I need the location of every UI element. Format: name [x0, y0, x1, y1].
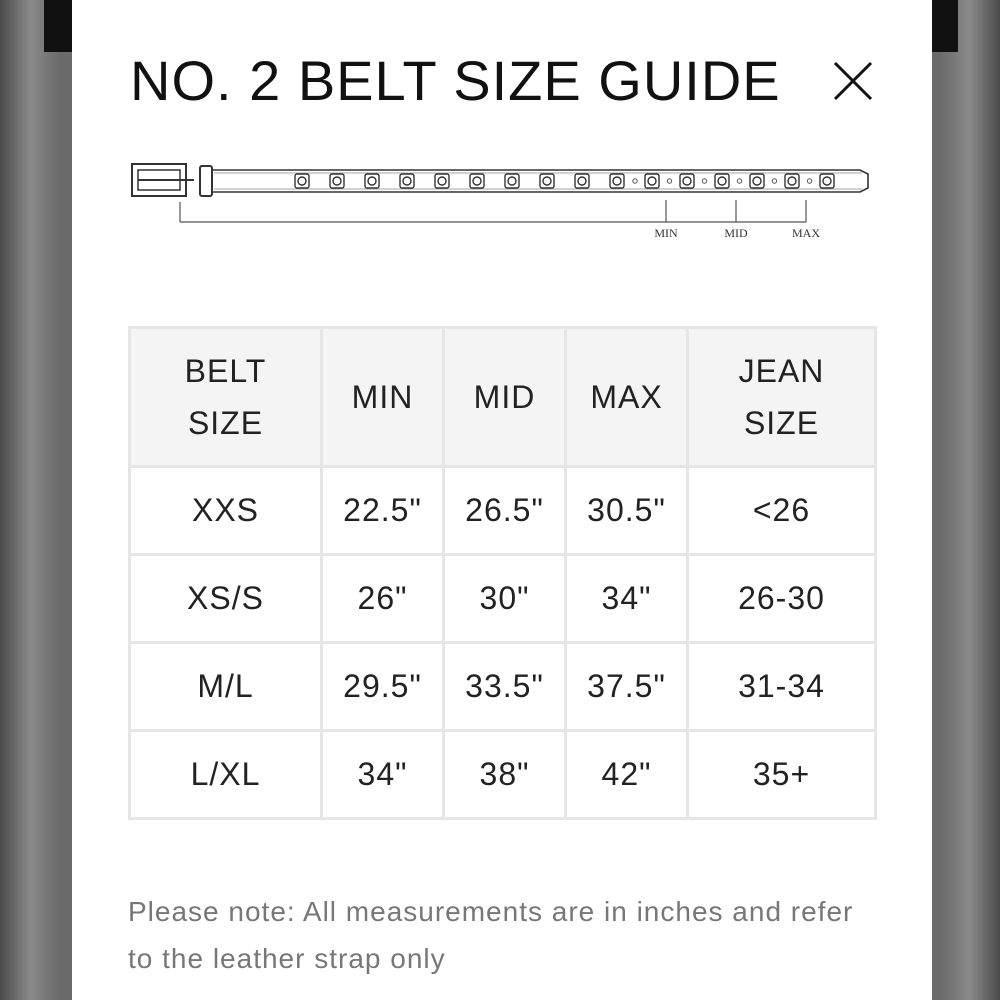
cell-min: 34": [322, 731, 444, 819]
header-belt-size: BELT SIZE: [130, 328, 322, 467]
belt-hole: [683, 177, 691, 185]
belt-hole-frame: [435, 174, 449, 188]
belt-hole-frame: [330, 174, 344, 188]
belt-stitch-dot: [807, 179, 811, 183]
belt-hole: [578, 177, 586, 185]
table-row: [130, 643, 876, 731]
cell-min: 22.5": [322, 467, 444, 555]
belt-hole-frame: [575, 174, 589, 188]
belt-hole: [753, 177, 761, 185]
belt-hole-frame: [715, 174, 729, 188]
belt-stitch-dot: [633, 179, 637, 183]
cell-jean-size: 26-30: [688, 555, 876, 643]
belt-label-min: MIN: [654, 226, 678, 240]
header-min: MIN: [322, 328, 444, 467]
header-max: MAX: [566, 328, 688, 467]
table-header-row: [130, 328, 876, 467]
cell-min: 26": [322, 555, 444, 643]
belt-hole: [508, 177, 516, 185]
belt-hole-frame: [680, 174, 694, 188]
belt-hole-frame: [750, 174, 764, 188]
belt-hole-frame: [470, 174, 484, 188]
belt-hole-frame: [400, 174, 414, 188]
belt-hole: [368, 177, 376, 185]
table-row: [130, 555, 876, 643]
table-row: [130, 731, 876, 819]
close-icon: [828, 56, 878, 106]
belt-label-mid: MID: [724, 226, 748, 240]
cell-mid: 33.5": [444, 643, 566, 731]
belt-hole: [718, 177, 726, 185]
belt-hole: [333, 177, 341, 185]
cell-min: 29.5": [322, 643, 444, 731]
cell-belt-size: M/L: [130, 643, 322, 731]
header-jean-size: JEAN SIZE: [688, 328, 876, 467]
belt-hole: [438, 177, 446, 185]
belt-hole-frame: [295, 174, 309, 188]
belt-hole: [403, 177, 411, 185]
cell-belt-size: XS/S: [130, 555, 322, 643]
cell-max: 37.5": [566, 643, 688, 731]
cell-max: 30.5": [566, 467, 688, 555]
belt-stitch-dot: [702, 179, 706, 183]
cell-belt-size: XXS: [130, 467, 322, 555]
belt-hole-frame: [365, 174, 379, 188]
belt-hole: [788, 177, 796, 185]
belt-hole: [823, 177, 831, 185]
measurement-note: Please note: All measurements are in inches and refer to the leather strap only: [128, 896, 854, 974]
belt-hole-frame: [610, 174, 624, 188]
belt-hole: [543, 177, 551, 185]
belt-stitch-dot: [737, 179, 741, 183]
belt-hole-frame: [505, 174, 519, 188]
belt-stitch-dot: [667, 179, 671, 183]
belt-hole-frame: [645, 174, 659, 188]
cell-jean-size: 35+: [688, 731, 876, 819]
cell-max: 34": [566, 555, 688, 643]
belt-hole: [473, 177, 481, 185]
belt-hole: [298, 177, 306, 185]
belt-label-max: MAX: [791, 226, 821, 240]
belt-hole-frame: [540, 174, 554, 188]
cell-belt-size: L/XL: [130, 731, 322, 819]
belt-hole-frame: [820, 174, 834, 188]
belt-hole: [613, 177, 621, 185]
modal-title: NO. 2 BELT SIZE GUIDE: [130, 49, 781, 112]
table-row: [130, 467, 876, 555]
belt-hole: [648, 177, 656, 185]
cell-mid: 30": [444, 555, 566, 643]
header-mid: MID: [444, 328, 566, 467]
cell-mid: 26.5": [444, 467, 566, 555]
belt-hole-frame: [785, 174, 799, 188]
cell-jean-size: <26: [688, 467, 876, 555]
cell-max: 42": [566, 731, 688, 819]
size-guide-modal: [72, 0, 932, 1000]
cell-jean-size: 31-34: [688, 643, 876, 731]
size-table: [128, 326, 877, 820]
belt-diagram: [130, 158, 882, 248]
cell-mid: 38": [444, 731, 566, 819]
belt-stitch-dot: [772, 179, 776, 183]
close-button[interactable]: [828, 56, 878, 106]
